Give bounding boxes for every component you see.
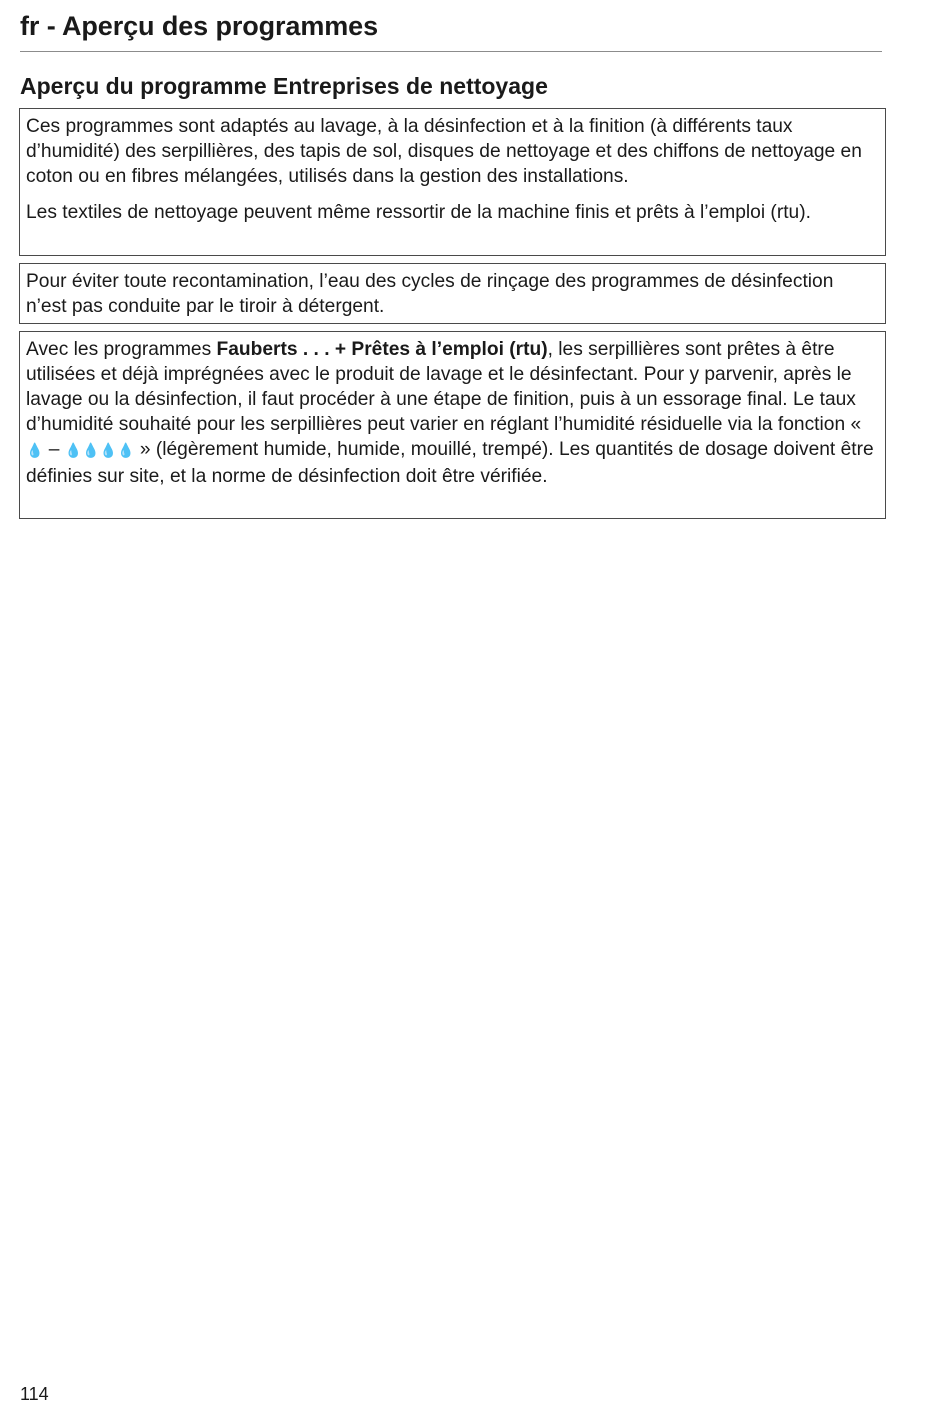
- description-paragraph: Ces programmes sont adaptés au lavage, à la désinfection et à la finition (à différents taux d’humidité) des serpillières, des tapis de sol, disques de nettoyage et des chiffons de nettoyage en coton ou en fibres mélangées, utilisés dans la gestion des installations.: [26, 116, 862, 187]
- page-number: 114: [20, 1384, 49, 1404]
- text-before-bold: Avec les programmes: [26, 339, 217, 360]
- ready-to-use-paragraph: [26, 337, 879, 489]
- rtu-paragraph: Les textiles de nettoyage peuvent même ressortir de la machine finis et prêts à l’emploi (rtu).: [26, 202, 811, 223]
- recontamination-note-box: [19, 263, 886, 324]
- single-drop-icon: 💧: [26, 443, 44, 459]
- page-header: [20, 8, 882, 52]
- ready-to-use-note-box: [19, 331, 886, 519]
- program-name-bold: Fauberts . . . + Prêtes à l’emploi (rtu): [216, 339, 548, 360]
- recontamination-paragraph: Pour éviter toute recontamination, l’eau des cycles de rinçage des programmes de désinfection n’est pas conduite par le tiroir à détergent.: [26, 271, 834, 317]
- page-title: fr - Aperçu des programmes: [20, 11, 378, 41]
- dash-separator: –: [43, 439, 65, 460]
- program-description-box: [19, 108, 886, 256]
- text-after-bold: , les serpillières sont prêtes à être utilisées et déjà imprégnées avec le produit de lavage et le désinfectant. Pour y parvenir, après le lavage ou la désinfection, il faut procéder à une étape de finition, puis à un essorage final. Le taux d’humidité souhaité pour les serpillières peut varier en réglant l’humidité résiduelle via la fonction «: [26, 339, 862, 435]
- section-title: Aperçu du programme Entreprises de nettoyage: [20, 73, 548, 99]
- text-after-symbols: » (légèrement humide, humide, mouillé, trempé). Les quantités de dosage doivent être définies sur site, et la norme de désinfection doit être vérifiée.: [26, 439, 874, 487]
- quad-drop-icon: 💧💧💧💧: [64, 443, 135, 459]
